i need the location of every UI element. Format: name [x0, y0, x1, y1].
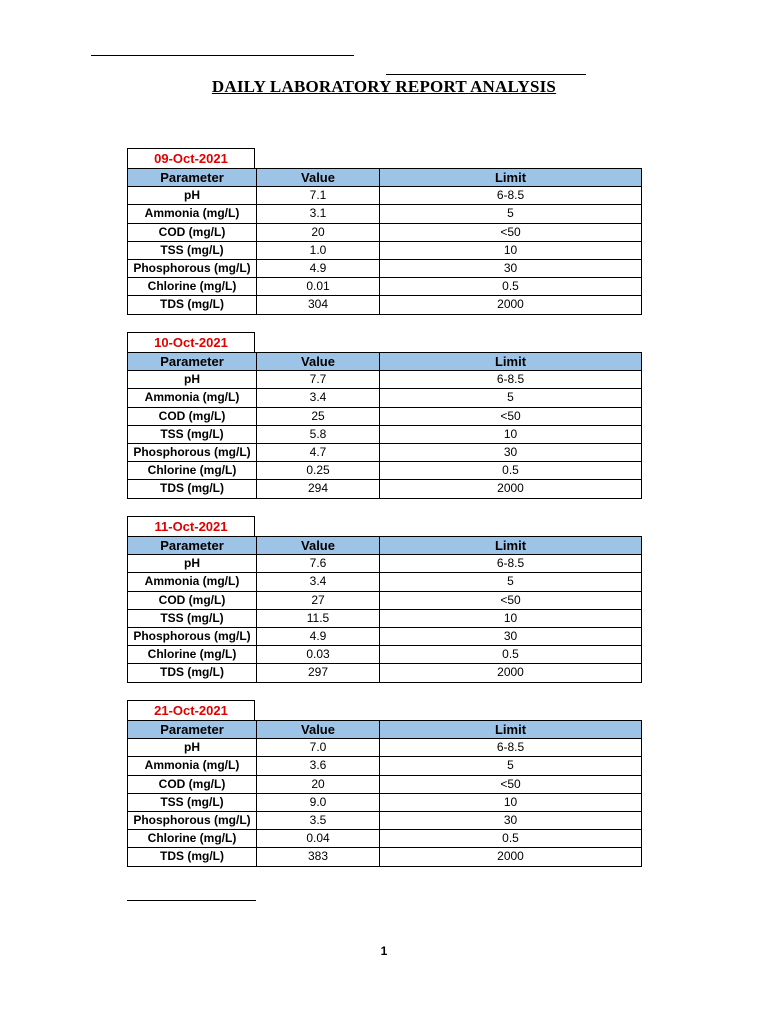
limit-cell: 5 — [380, 573, 642, 591]
table-row — [128, 259, 642, 277]
value-cell: 1.0 — [257, 241, 380, 259]
column-header-parameter: Parameter — [128, 721, 257, 739]
column-header-limit: Limit — [380, 353, 642, 371]
value-cell: 0.01 — [257, 278, 380, 296]
limit-cell: 5 — [380, 757, 642, 775]
column-header-parameter: Parameter — [128, 537, 257, 555]
report-block — [127, 516, 641, 683]
limit-cell: 10 — [380, 425, 642, 443]
value-cell: 3.4 — [257, 389, 380, 407]
value-cell: 7.7 — [257, 371, 380, 389]
value-cell: 9.0 — [257, 793, 380, 811]
table-row — [128, 811, 642, 829]
parameter-cell: TDS (mg/L) — [128, 848, 257, 866]
parameter-cell: Chlorine (mg/L) — [128, 646, 257, 664]
value-cell: 0.03 — [257, 646, 380, 664]
table-row — [128, 646, 642, 664]
report-date: 11-Oct-2021 — [127, 516, 255, 536]
parameter-cell: Phosphorous (mg/L) — [128, 259, 257, 277]
table-row — [128, 425, 642, 443]
column-header-value: Value — [257, 721, 380, 739]
parameter-cell: Ammonia (mg/L) — [128, 389, 257, 407]
limit-cell: 6-8.5 — [380, 739, 642, 757]
parameter-cell: Chlorine (mg/L) — [128, 278, 257, 296]
table-row — [128, 443, 642, 461]
limit-cell: <50 — [380, 591, 642, 609]
report-date: 21-Oct-2021 — [127, 700, 255, 720]
table-row — [128, 573, 642, 591]
parameter-cell: TSS (mg/L) — [128, 241, 257, 259]
parameter-cell: pH — [128, 739, 257, 757]
value-cell: 11.5 — [257, 609, 380, 627]
value-cell: 20 — [257, 775, 380, 793]
table-header-row — [128, 537, 642, 555]
page-title: DAILY LABORATORY REPORT ANALYSIS — [211, 77, 557, 96]
parameter-cell: TSS (mg/L) — [128, 425, 257, 443]
table-header-row — [128, 721, 642, 739]
signature-line-left — [91, 55, 354, 56]
parameter-cell: TDS (mg/L) — [128, 664, 257, 682]
value-cell: 0.25 — [257, 462, 380, 480]
column-header-limit: Limit — [380, 169, 642, 187]
column-header-limit: Limit — [380, 721, 642, 739]
limit-cell: <50 — [380, 407, 642, 425]
report-block — [127, 148, 641, 315]
value-cell: 4.9 — [257, 259, 380, 277]
parameter-cell: TSS (mg/L) — [128, 793, 257, 811]
value-cell: 3.5 — [257, 811, 380, 829]
limit-cell: 10 — [380, 241, 642, 259]
column-header-limit: Limit — [380, 537, 642, 555]
limit-cell: 5 — [380, 389, 642, 407]
parameter-cell: pH — [128, 187, 257, 205]
limit-cell: 6-8.5 — [380, 371, 642, 389]
table-row — [128, 278, 642, 296]
parameter-cell: pH — [128, 555, 257, 573]
limit-cell: <50 — [380, 775, 642, 793]
limit-cell: 30 — [380, 811, 642, 829]
parameter-cell: Ammonia (mg/L) — [128, 757, 257, 775]
report-date: 09-Oct-2021 — [127, 148, 255, 168]
report-table — [127, 352, 642, 499]
report-table — [127, 536, 642, 683]
table-row — [128, 555, 642, 573]
table-header-row — [128, 353, 642, 371]
table-row — [128, 296, 642, 314]
table-row — [128, 223, 642, 241]
report-block — [127, 700, 641, 867]
parameter-cell: COD (mg/L) — [128, 407, 257, 425]
table-row — [128, 739, 642, 757]
value-cell: 294 — [257, 480, 380, 498]
value-cell: 3.4 — [257, 573, 380, 591]
table-row — [128, 462, 642, 480]
limit-cell: 0.5 — [380, 278, 642, 296]
table-row — [128, 371, 642, 389]
table-row — [128, 389, 642, 407]
limit-cell: 10 — [380, 609, 642, 627]
table-row — [128, 205, 642, 223]
table-row — [128, 241, 642, 259]
parameter-cell: pH — [128, 371, 257, 389]
limit-cell: 5 — [380, 205, 642, 223]
column-header-value: Value — [257, 169, 380, 187]
value-cell: 25 — [257, 407, 380, 425]
table-row — [128, 775, 642, 793]
limit-cell: 6-8.5 — [380, 187, 642, 205]
table-row — [128, 627, 642, 645]
value-cell: 383 — [257, 848, 380, 866]
table-row — [128, 664, 642, 682]
parameter-cell: Phosphorous (mg/L) — [128, 811, 257, 829]
value-cell: 7.0 — [257, 739, 380, 757]
parameter-cell: COD (mg/L) — [128, 591, 257, 609]
table-row — [128, 591, 642, 609]
value-cell: 297 — [257, 664, 380, 682]
limit-cell: 0.5 — [380, 830, 642, 848]
report-table — [127, 168, 642, 315]
value-cell: 3.6 — [257, 757, 380, 775]
parameter-cell: TSS (mg/L) — [128, 609, 257, 627]
value-cell: 27 — [257, 591, 380, 609]
limit-cell: 30 — [380, 627, 642, 645]
limit-cell: 2000 — [380, 296, 642, 314]
report-date: 10-Oct-2021 — [127, 332, 255, 352]
table-row — [128, 793, 642, 811]
parameter-cell: TDS (mg/L) — [128, 480, 257, 498]
table-header-row — [128, 169, 642, 187]
value-cell: 5.8 — [257, 425, 380, 443]
parameter-cell: Chlorine (mg/L) — [128, 830, 257, 848]
limit-cell: 30 — [380, 443, 642, 461]
limit-cell: 6-8.5 — [380, 555, 642, 573]
limit-cell: 2000 — [380, 480, 642, 498]
column-header-value: Value — [257, 537, 380, 555]
report-table — [127, 720, 642, 867]
limit-cell: 0.5 — [380, 646, 642, 664]
limit-cell: 2000 — [380, 848, 642, 866]
parameter-cell: COD (mg/L) — [128, 223, 257, 241]
table-row — [128, 848, 642, 866]
parameter-cell: TDS (mg/L) — [128, 296, 257, 314]
limit-cell: 2000 — [380, 664, 642, 682]
column-header-parameter: Parameter — [128, 169, 257, 187]
limit-cell: <50 — [380, 223, 642, 241]
footnote-separator — [127, 900, 256, 901]
table-row — [128, 609, 642, 627]
value-cell: 304 — [257, 296, 380, 314]
parameter-cell: Phosphorous (mg/L) — [128, 443, 257, 461]
value-cell: 4.7 — [257, 443, 380, 461]
limit-cell: 10 — [380, 793, 642, 811]
table-row — [128, 187, 642, 205]
table-row — [128, 480, 642, 498]
value-cell: 20 — [257, 223, 380, 241]
column-header-parameter: Parameter — [128, 353, 257, 371]
parameter-cell: Chlorine (mg/L) — [128, 462, 257, 480]
parameter-cell: Phosphorous (mg/L) — [128, 627, 257, 645]
column-header-value: Value — [257, 353, 380, 371]
parameter-cell: COD (mg/L) — [128, 775, 257, 793]
signature-line-right — [386, 74, 586, 75]
limit-cell: 0.5 — [380, 462, 642, 480]
table-row — [128, 757, 642, 775]
value-cell: 3.1 — [257, 205, 380, 223]
limit-cell: 30 — [380, 259, 642, 277]
value-cell: 7.1 — [257, 187, 380, 205]
value-cell: 7.6 — [257, 555, 380, 573]
parameter-cell: Ammonia (mg/L) — [128, 573, 257, 591]
value-cell: 4.9 — [257, 627, 380, 645]
table-row — [128, 407, 642, 425]
table-row — [128, 830, 642, 848]
report-block — [127, 332, 641, 499]
page-number: 1 — [380, 944, 388, 958]
value-cell: 0.04 — [257, 830, 380, 848]
parameter-cell: Ammonia (mg/L) — [128, 205, 257, 223]
